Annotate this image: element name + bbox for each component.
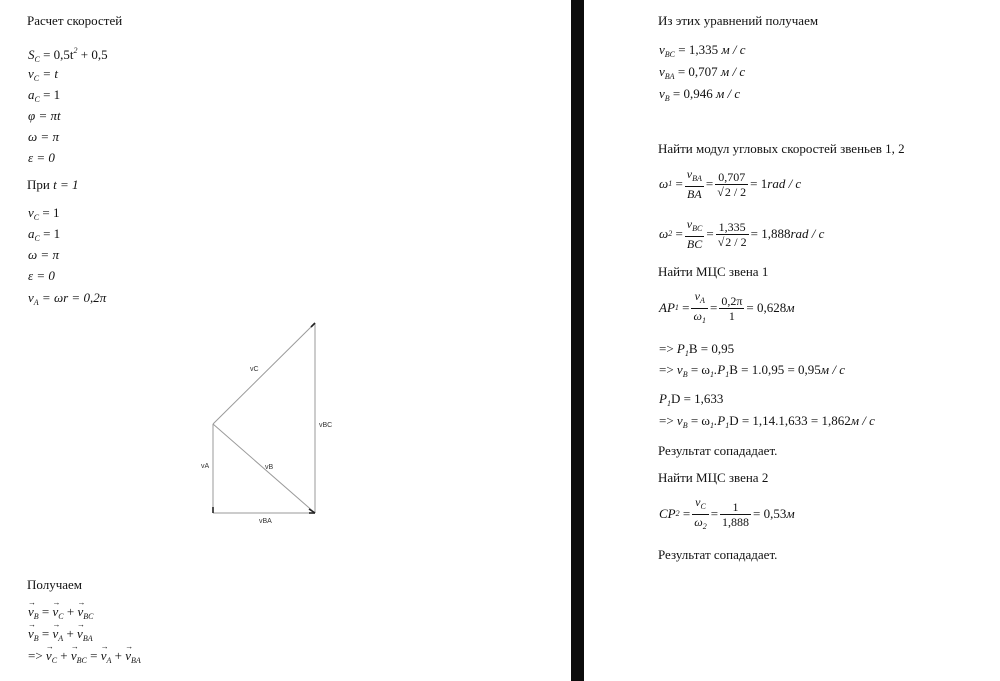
section-heading-angular: Найти модул угловых скоростей звеньев 1, 2 [658, 141, 905, 156]
right-page [584, 0, 1000, 681]
velocity-diagram [195, 315, 345, 530]
speed-vb: $v_B = 0,946$ м / с [659, 86, 741, 103]
result-match-2: Результат сопададает. [658, 547, 778, 562]
formula-cp2: CP 2 = $\frac{v_C}{\omega_2}$ = $\frac{1}{1,888}$ = 0,53 м [659, 494, 795, 531]
label-vc: vC [250, 366, 259, 373]
speed-vba: $v_{BA} = 0,707$ м / с [659, 64, 746, 81]
formula-vb-via-p1d: => $v_B = \omega_1.P_1D = 1,14.1,633 = 1,862м / с$ [659, 413, 875, 430]
at-time-label: При [27, 177, 50, 192]
formula-omega2: ω 2 = $\frac{v_{BC}}{BC}$ = $\frac{1,335}{√2 / 2}$ = 1,888 rad / c [659, 217, 825, 251]
speed-vbc: $v_{BC} = 1,335$ м / с [659, 42, 746, 59]
formula-eps: ε = 0 [28, 150, 55, 165]
label-va: vA [201, 463, 210, 470]
value-eps: ε = 0 [28, 268, 55, 283]
label-vbc: vBC [319, 422, 333, 429]
vector-vc [213, 323, 315, 424]
formula-omega: ω = π [28, 129, 59, 144]
formula-p1d: $P_1D = 1,633$ [659, 391, 724, 408]
vector-equation-3: => → $v_C$ + → $v_{BC}$ = → $v_A$ + → $v_{BA}$ [28, 648, 141, 669]
value-ac: $a_C = 1$ [28, 226, 61, 243]
vector-equation-2: → $v_B$ = → $v_A$ + → $v_{BA}$ [28, 626, 93, 647]
formula-vb-via-p1b: => $v_B = \omega_1.P_1B = 1.0,95 = 0,95м / с$ [659, 362, 845, 379]
formula-ac: $a_C = 1$ [28, 87, 61, 104]
formula-omega1: ω 1 = $\frac{v_{BA}}{BA}$ = $\frac{0,707}{√2 / 2}$ = 1 rad / c [659, 167, 802, 201]
vector-equation-1: → $v_B$ = → $v_C$ + → $v_{BC}$ [28, 604, 94, 625]
formula-sc: $S_C = 0,5t^2 + 0,5$ [28, 46, 108, 64]
value-vc: $v_C = 1$ [28, 205, 60, 222]
formula-vc: $v_C = t$ [28, 66, 59, 83]
label-vba: vBA [259, 518, 272, 525]
formula-phi: φ = πt [28, 108, 61, 123]
at-time-line [27, 177, 79, 193]
page-gutter [571, 0, 584, 681]
label-vb: vB [265, 464, 274, 471]
result-match-1: Результат сопададает. [658, 443, 778, 458]
at-time-condition: t = 1 [53, 177, 79, 192]
section-heading-result: Получаем [27, 577, 83, 592]
formula-ap1: AP 1 = $\frac{v_A}{\omega_1}$ = $\frac{0,2\pi}{1}$ = 0,628 м [659, 288, 795, 325]
section-heading-mcs1: Найти МЦС звена 1 [658, 264, 769, 279]
vector-vb [213, 424, 315, 513]
value-va: $v_A = \omega r = 0,2\pi$ [28, 290, 107, 307]
section-heading-mcs2: Найти МЦС звена 2 [658, 470, 769, 485]
section-heading-equations: Из этих уравнений получаем [658, 13, 819, 28]
arrow-head-vc [311, 323, 315, 327]
formula-p1b: => $P_1B = 0,95$ [659, 341, 735, 358]
value-omega: ω = π [28, 247, 59, 262]
section-heading-velocities: Расчет скоростей [27, 13, 123, 28]
